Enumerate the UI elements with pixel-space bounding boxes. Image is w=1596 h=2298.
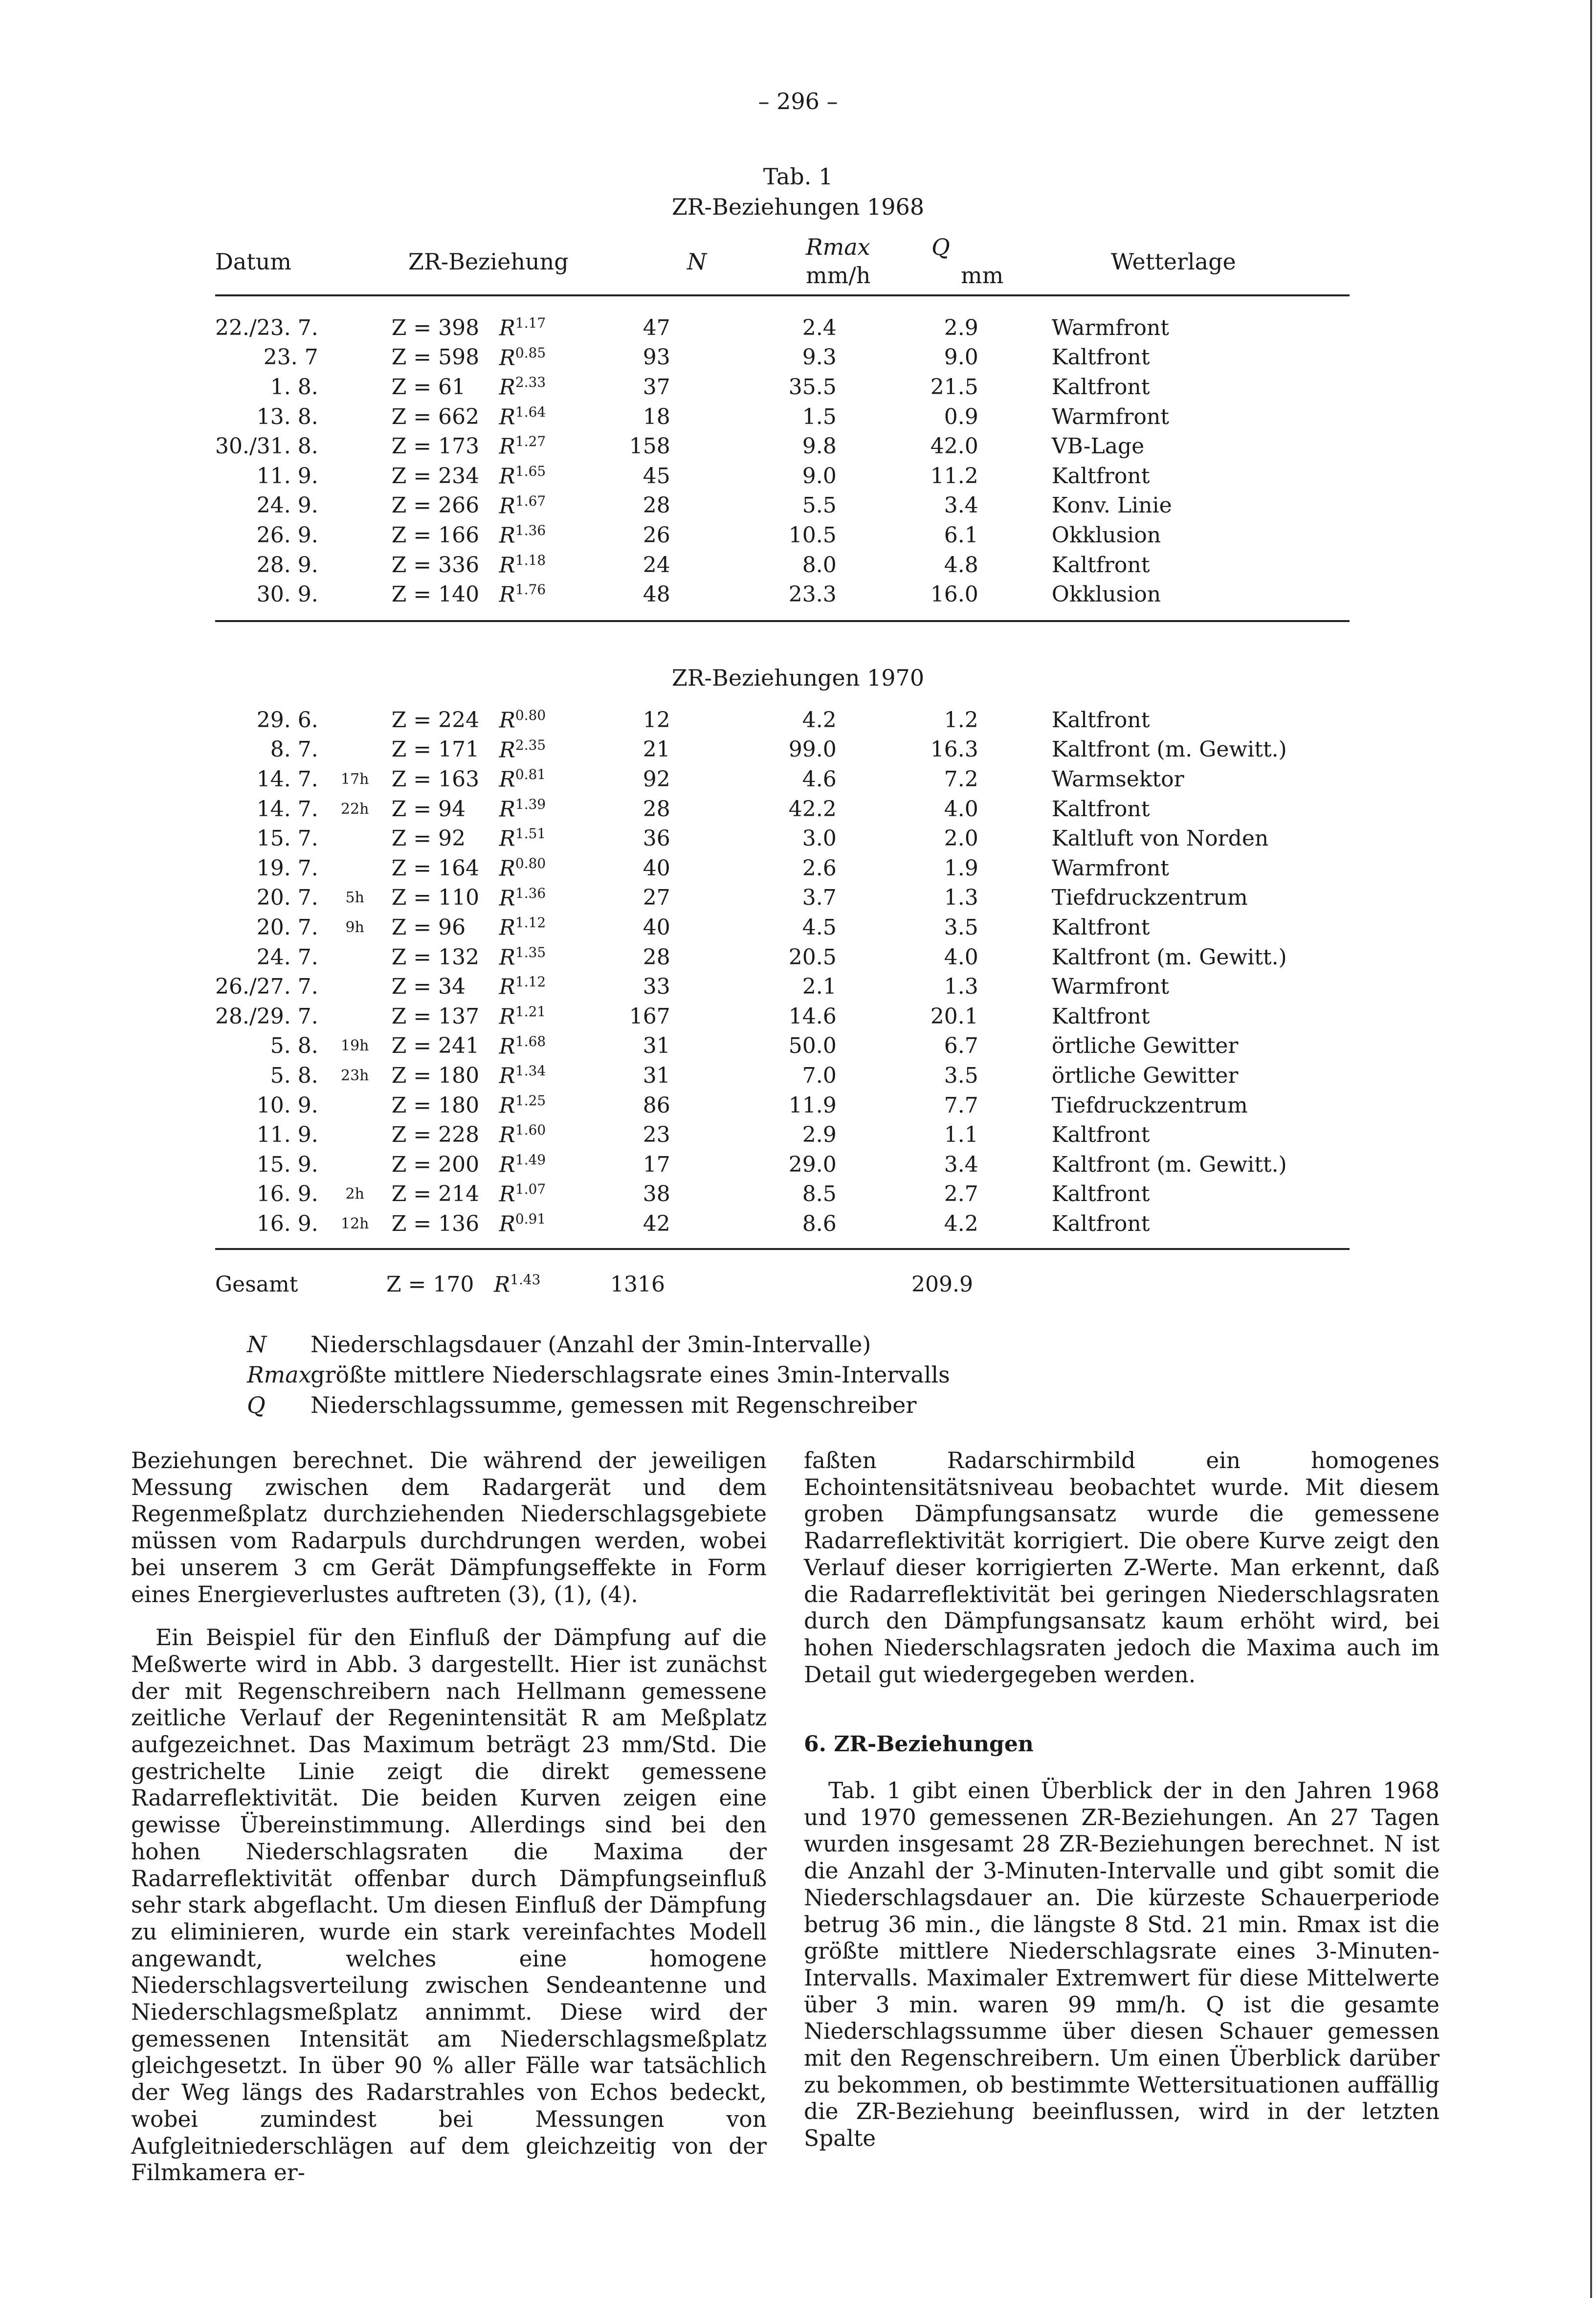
header-rmax-unit: mm/h — [806, 262, 871, 289]
cell-r: $R^{0.85}$ — [499, 344, 546, 371]
cell-date: 23. 7 — [263, 345, 318, 370]
cell-date: 26. 9. — [256, 522, 318, 548]
cell-n: 31 — [643, 1033, 670, 1059]
cell-rmax: 23.3 — [788, 582, 837, 607]
cell-r: $R^{1.39}$ — [499, 796, 546, 822]
cell-n: 86 — [643, 1093, 670, 1118]
cell-r: $R^{2.35}$ — [499, 736, 546, 763]
cell-n: 40 — [643, 855, 670, 881]
cell-n: 18 — [643, 404, 670, 429]
cell-z: Z = 224 — [391, 707, 480, 733]
cell-q: 2.9 — [944, 315, 978, 340]
cell-r: $R^{1.12}$ — [499, 915, 546, 940]
cell-rmax: 2.4 — [802, 315, 837, 340]
legend-n: N Niederschlagsdauer (Anzahl der 3min-Intervalle) — [247, 1331, 871, 1358]
cell-date: 30. 9. — [256, 582, 318, 607]
header-q-unit: mm — [961, 262, 1004, 289]
cell-z: Z = 163 — [391, 766, 480, 792]
cell-r: $R^{1.76}$ — [499, 581, 546, 607]
legend-rmax: Rmaxgrößte mittlere Niederschlagsrate eines 3min-Intervalls — [247, 1361, 950, 1388]
cell-z: Z = 228 — [391, 1122, 480, 1148]
cell-date: 28. 9. — [256, 552, 318, 578]
cell-r: $R^{1.51}$ — [499, 825, 546, 851]
cell-r: $R^{1.64}$ — [499, 403, 546, 430]
cell-date: 30./31. 8. — [215, 434, 318, 459]
cell-q: 4.0 — [944, 944, 978, 970]
cell-z: Z = 180 — [391, 1063, 480, 1088]
cell-n: 12 — [643, 707, 670, 733]
cell-time — [318, 853, 392, 883]
left-paragraph-2: Ein Beispiel für den Einfluß der Dämpfung auf die Meßwerte wird in Abb. 3 dargestellt. Hier ist zunächst der mit Regenschreibern nach Hellmann gemessene zeitliche Verlauf der Regenintensität R am Meßplatz aufgezeichnet. Das Maximum beträgt 23 mm/Std. Die gestrichelte Linie zeigt die direkt gemessene Radarreflektivität. Die beiden Kurven zeigen eine gewisse Übereinstimmung. Allerdings sind bei den hohen Niederschlagsraten die Maxima der Radarreflektivität offenbar durch Dämpfungseinfluß sehr stark abgeflacht. Um diesen Einfluß der Dämpfung zu eliminieren, wurde ein stark vereinfachtes Modell angewandt, welches eine homogene Niederschlagsverteilung zwischen Sendeantenne und Niederschlagsmeßplatz annimmt. Diese wird der gemessenen Intensität am Niederschlagsmeßplatz gleichgesetzt. In über 90 % aller Fälle war tatsächlich der Weg längs des Radarstrahles von Echos bedeckt, wobei zumindest bei Messungen von Aufgleitniederschlägen auf dem gleichzeitig von der Filmkamera er- — [131, 1625, 767, 2186]
cell-n: 158 — [629, 434, 670, 459]
cell-time: 19h — [341, 1037, 369, 1055]
cell-wetterlage: Kaltfront — [1051, 552, 1150, 578]
cell-wetterlage: Warmfront — [1051, 855, 1169, 881]
cell-time — [318, 1150, 392, 1180]
cell-wetterlage: Kaltfront (m. Gewitt.) — [1051, 737, 1287, 762]
cell-wetterlage: Warmfront — [1051, 315, 1169, 340]
cell-rmax: 42.2 — [788, 796, 837, 822]
cell-time — [318, 1091, 392, 1120]
cell-n: 28 — [643, 796, 670, 822]
cell-rmax: 4.6 — [802, 766, 837, 792]
cell-z: Z = 336 — [391, 552, 480, 578]
total-z: Z = 170 — [386, 1272, 474, 1297]
cell-z: Z = 132 — [391, 944, 480, 970]
cell-rmax: 11.9 — [788, 1093, 837, 1118]
cell-time — [318, 972, 392, 1002]
cell-n: 24 — [643, 552, 670, 578]
table-row — [215, 913, 1350, 942]
cell-date: 13. 8. — [256, 404, 318, 429]
cell-q: 6.7 — [944, 1033, 978, 1059]
cell-r: $R^{1.21}$ — [499, 1003, 546, 1029]
cell-wetterlage: Kaltfront — [1051, 345, 1150, 370]
cell-date: 16. 9. — [256, 1182, 318, 1207]
legend-q: Q Niederschlagssumme, gemessen mit Regenschreiber — [247, 1392, 917, 1418]
cell-r: $R^{1.17}$ — [499, 314, 546, 341]
cell-q: 20.1 — [930, 1004, 978, 1029]
cell-r: $R^{0.80}$ — [499, 855, 546, 881]
cell-n: 28 — [643, 944, 670, 970]
cell-date: 8. 7. — [270, 737, 318, 762]
cell-n: 28 — [643, 493, 670, 518]
cell-q: 16.3 — [930, 737, 978, 762]
cell-n: 42 — [643, 1211, 670, 1236]
cell-wetterlage: Kaltfront — [1051, 463, 1150, 489]
cell-rmax: 5.5 — [802, 493, 837, 518]
cell-n: 45 — [643, 463, 670, 489]
table-row — [215, 491, 1350, 521]
cell-n: 17 — [643, 1152, 670, 1177]
cell-r: $R^{0.80}$ — [499, 707, 546, 733]
cell-z: Z = 166 — [391, 522, 480, 548]
cell-r: $R^{1.25}$ — [499, 1092, 546, 1118]
cell-q: 1.1 — [944, 1122, 978, 1148]
table-row — [215, 1209, 1350, 1239]
cell-rmax: 1.5 — [802, 404, 837, 429]
cell-rmax: 3.0 — [802, 826, 837, 851]
cell-wetterlage: örtliche Gewitter — [1051, 1063, 1239, 1088]
cell-q: 16.0 — [930, 582, 978, 607]
cell-z: Z = 214 — [391, 1182, 480, 1207]
cell-time: 12h — [341, 1215, 369, 1232]
cell-z: Z = 200 — [391, 1152, 480, 1177]
table-row — [215, 580, 1350, 609]
table-row — [215, 705, 1350, 735]
cell-wetterlage: Kaltfront (m. Gewitt.) — [1051, 1152, 1287, 1177]
cell-q: 11.2 — [930, 463, 978, 489]
cell-wetterlage: Tiefdruckzentrum — [1051, 1093, 1248, 1118]
cell-n: 38 — [643, 1182, 670, 1207]
table-row — [215, 883, 1350, 913]
table-total — [215, 1270, 1350, 1299]
cell-wetterlage: Warmfront — [1051, 974, 1169, 1000]
cell-date: 20. 7. — [256, 885, 318, 911]
table-row — [215, 1061, 1350, 1091]
header-rule — [215, 294, 1350, 296]
cell-rmax: 8.0 — [802, 552, 837, 578]
cell-z: Z = 266 — [391, 493, 480, 518]
cell-n: 21 — [643, 737, 670, 762]
section-rule — [215, 620, 1350, 622]
header-rmax: Rmax — [806, 234, 870, 260]
cell-z: Z = 662 — [391, 404, 480, 429]
cell-rmax: 9.8 — [802, 434, 837, 459]
cell-wetterlage: Kaltfront — [1051, 1211, 1150, 1236]
cell-time — [318, 942, 392, 972]
cell-date: 26./27. 7. — [215, 974, 318, 1000]
cell-n: 48 — [643, 582, 670, 607]
cell-date: 22./23. 7. — [215, 315, 318, 340]
total-q: 209.9 — [911, 1272, 973, 1297]
cell-q: 3.4 — [944, 1152, 978, 1177]
cell-rmax: 8.6 — [802, 1211, 837, 1236]
cell-wetterlage: Konv. Linie — [1051, 493, 1172, 518]
cell-z: Z = 180 — [391, 1093, 480, 1118]
cell-time: 9h — [345, 918, 364, 936]
header-datum: Datum — [215, 248, 292, 275]
cell-time — [318, 580, 392, 609]
cell-date: 24. 7. — [256, 944, 318, 970]
cell-r: $R^{0.91}$ — [499, 1211, 546, 1237]
cell-date: 28./29. 7. — [215, 1004, 318, 1029]
cell-rmax: 99.0 — [788, 737, 837, 762]
cell-q: 9.0 — [944, 345, 978, 370]
cell-time — [318, 705, 392, 735]
cell-z: Z = 140 — [391, 582, 480, 607]
right-paragraph-2: Tab. 1 gibt einen Überblick der in den Jahren 1968 und 1970 gemessenen ZR-Beziehungen. An 27 Tagen wurden insgesamt 28 ZR-Beziehungen berechnet. N ist die Anzahl der 3-Minuten-Intervalle und gibt somit die Niederschlagsdauer an. Die kürzeste Schauerperiode betrug 36 min., die längste 8 Std. 21 min. Rmax ist die größte mittlere Niederschlagsrate eines 3-Minuten-Intervalls. Maximaler Extremwert für diese Mittelwerte über 3 min. waren 99 mm/h. Q ist die gesamte Niederschlagssumme über diesen Schauer gemessen mit den Regenschreibern. Um einen Überblick darüber zu bekommen, ob bestimmte Wettersituationen auffällig die ZR-Beziehung beeinflussen, wird in der letzten Spalte — [804, 1778, 1440, 2152]
cell-q: 3.4 — [944, 493, 978, 518]
cell-time — [318, 343, 392, 373]
cell-time: 22h — [341, 800, 369, 818]
cell-n: 33 — [643, 974, 670, 1000]
cell-n: 167 — [629, 1004, 670, 1029]
cell-time: 2h — [345, 1185, 364, 1203]
table-row — [215, 942, 1350, 972]
cell-r: $R^{0.81}$ — [499, 766, 546, 792]
cell-wetterlage: Warmfront — [1051, 404, 1169, 429]
cell-wetterlage: Kaltfront — [1051, 707, 1150, 733]
cell-time — [318, 372, 392, 402]
cell-date: 11. 9. — [256, 463, 318, 489]
cell-n: 23 — [643, 1122, 670, 1148]
cell-date: 20. 7. — [256, 915, 318, 940]
table-row — [215, 550, 1350, 580]
cell-date: 10. 9. — [256, 1093, 318, 1118]
cell-date: 15. 9. — [256, 1152, 318, 1177]
cell-time — [318, 402, 392, 432]
right-paragraph-1: faßten Radarschirmbild ein homogenes Echointensitätsniveau beobachtet wurde. Mit diesem groben Dämpfungsansatz wurde die gemessene Radarreflektivität korrigiert. Die obere Kurve zeigt den Verlauf dieser korrigierten Z-Werte. Man erkennt, daß die Radarreflektivität bei geringen Niederschlagsraten durch den Dämpfungsansatz kaum erhöht wird, bei hohen Niederschlagsraten jedoch die Maxima auch im Detail gut wiedergegeben werden. — [804, 1448, 1440, 1688]
table-title-1968: ZR-Beziehungen 1968 — [671, 194, 925, 220]
cell-wetterlage: Kaltluft von Norden — [1051, 826, 1269, 851]
table-row — [215, 1091, 1350, 1120]
cell-date: 14. 7. — [256, 796, 318, 822]
header-wetterlage: Wetterlage — [1111, 248, 1236, 275]
table-row — [215, 794, 1350, 824]
table-row — [215, 972, 1350, 1002]
cell-rmax: 2.9 — [802, 1122, 837, 1148]
cell-z: Z = 173 — [391, 434, 480, 459]
cell-r: $R^{1.68}$ — [499, 1033, 546, 1059]
cell-r: $R^{1.34}$ — [499, 1063, 546, 1089]
cell-r: $R^{1.60}$ — [499, 1122, 546, 1148]
cell-wetterlage: örtliche Gewitter — [1051, 1033, 1239, 1059]
cell-q: 3.5 — [944, 1063, 978, 1088]
cell-time — [318, 1120, 392, 1150]
cell-z: Z = 241 — [391, 1033, 480, 1059]
table-row — [215, 824, 1350, 853]
cell-time: 23h — [341, 1067, 369, 1084]
cell-n: 92 — [643, 766, 670, 792]
cell-q: 21.5 — [930, 374, 978, 400]
cell-date: 16. 9. — [256, 1211, 318, 1236]
cell-wetterlage: Warmsektor — [1051, 766, 1184, 792]
cell-z: Z = 234 — [391, 463, 480, 489]
cell-time: 5h — [345, 889, 364, 907]
page-number: – 296 – — [758, 88, 838, 114]
cell-rmax: 50.0 — [788, 1033, 837, 1059]
cell-rmax: 7.0 — [802, 1063, 837, 1088]
cell-z: Z = 34 — [391, 974, 466, 1000]
cell-rmax: 2.6 — [802, 855, 837, 881]
cell-rmax: 2.1 — [802, 974, 837, 1000]
cell-date: 14. 7. — [256, 766, 318, 792]
table-caption: Tab. 1 — [763, 163, 833, 190]
cell-n: 37 — [643, 374, 670, 400]
cell-r: $R^{1.12}$ — [499, 974, 546, 1000]
table-1970 — [215, 705, 1350, 1239]
total-label: Gesamt — [215, 1272, 298, 1297]
cell-q: 0.9 — [944, 404, 978, 429]
cell-rmax: 4.5 — [802, 915, 837, 940]
page-edge-line — [1590, 0, 1592, 2298]
cell-wetterlage: Tiefdruckzentrum — [1051, 885, 1248, 911]
cell-n: 47 — [643, 315, 670, 340]
cell-r: $R^{1.65}$ — [499, 463, 546, 489]
cell-r: $R^{1.35}$ — [499, 944, 546, 970]
cell-z: Z = 136 — [391, 1211, 480, 1236]
cell-date: 19. 7. — [256, 855, 318, 881]
cell-n: 40 — [643, 915, 670, 940]
cell-r: $R^{1.36}$ — [499, 522, 546, 548]
cell-date: 5. 8. — [270, 1063, 318, 1088]
cell-time — [318, 431, 392, 461]
cell-date: 29. 6. — [256, 707, 318, 733]
table-row — [215, 520, 1350, 550]
cell-wetterlage: VB-Lage — [1051, 434, 1145, 459]
cell-z: Z = 164 — [391, 855, 480, 881]
cell-date: 15. 7. — [256, 826, 318, 851]
cell-rmax: 9.0 — [802, 463, 837, 489]
total-row — [215, 1270, 1350, 1299]
cell-q: 4.8 — [944, 552, 978, 578]
cell-z: Z = 110 — [391, 885, 480, 911]
cell-wetterlage: Kaltfront — [1051, 915, 1150, 940]
cell-date: 11. 9. — [256, 1122, 318, 1148]
cell-wetterlage: Kaltfront — [1051, 1004, 1150, 1029]
cell-r: $R^{1.07}$ — [499, 1181, 546, 1207]
cell-wetterlage: Kaltfront — [1051, 796, 1150, 822]
cell-rmax: 14.6 — [788, 1004, 837, 1029]
cell-n: 27 — [643, 885, 670, 911]
cell-q: 1.3 — [944, 974, 978, 1000]
left-paragraph-1: Beziehungen berechnet. Die während der jeweiligen Messung zwischen dem Radargerät und dem Regenmeßplatz durchziehenden Niederschlagsgebiete müssen vom Radarpuls durchdrungen werden, wobei bei unserem 3 cm Gerät Dämpfungseffekte in Form eines Energieverlustes auftreten (3), (1), (4). — [131, 1448, 767, 1607]
cell-rmax: 3.7 — [802, 885, 837, 911]
cell-n: 31 — [643, 1063, 670, 1088]
table-row — [215, 1150, 1350, 1180]
total-r: $R^{1.43}$ — [494, 1271, 541, 1297]
cell-time — [318, 461, 392, 491]
cell-q: 7.7 — [944, 1093, 978, 1118]
cell-r: $R^{1.27}$ — [499, 433, 546, 459]
table-row — [215, 853, 1350, 883]
cell-z: Z = 61 — [391, 374, 466, 400]
header-zr: ZR-Beziehung — [408, 248, 569, 275]
cell-r: $R^{1.36}$ — [499, 885, 546, 911]
cell-r: $R^{2.33}$ — [499, 374, 546, 400]
cell-date: 5. 8. — [270, 1033, 318, 1059]
cell-time: 17h — [341, 770, 369, 788]
header-n: N — [687, 248, 707, 275]
table-1968 — [215, 313, 1350, 609]
cell-n: 26 — [643, 522, 670, 548]
cell-rmax: 20.5 — [788, 944, 837, 970]
cell-z: Z = 96 — [391, 915, 466, 940]
cell-q: 6.1 — [944, 522, 978, 548]
cell-time — [318, 491, 392, 521]
total-n: 1316 — [610, 1272, 665, 1297]
table-row — [215, 402, 1350, 432]
table-row — [215, 735, 1350, 765]
cell-date: 1. 8. — [270, 374, 318, 400]
cell-wetterlage: Okklusion — [1051, 522, 1161, 548]
cell-time — [318, 1002, 392, 1031]
right-column — [804, 1448, 1440, 2152]
table-title-1970: ZR-Beziehungen 1970 — [671, 665, 925, 691]
cell-z: Z = 398 — [391, 315, 480, 340]
cell-z: Z = 137 — [391, 1004, 480, 1029]
cell-n: 93 — [643, 345, 670, 370]
cell-rmax: 10.5 — [788, 522, 837, 548]
cell-rmax: 35.5 — [788, 374, 837, 400]
cell-z: Z = 94 — [391, 796, 466, 822]
cell-q: 1.3 — [944, 885, 978, 911]
cell-wetterlage: Okklusion — [1051, 582, 1161, 607]
cell-q: 42.0 — [930, 434, 978, 459]
table-row — [215, 1031, 1350, 1061]
cell-time — [318, 520, 392, 550]
table-row — [215, 764, 1350, 794]
cell-time — [318, 313, 392, 343]
cell-q: 7.2 — [944, 766, 978, 792]
cell-time — [318, 735, 392, 765]
total-rule — [215, 1248, 1350, 1250]
left-column — [131, 1448, 767, 2186]
cell-date: 24. 9. — [256, 493, 318, 518]
table-row — [215, 1180, 1350, 1209]
cell-time — [318, 824, 392, 853]
cell-rmax: 29.0 — [788, 1152, 837, 1177]
cell-q: 1.9 — [944, 855, 978, 881]
table-row — [215, 372, 1350, 402]
cell-time — [318, 550, 392, 580]
cell-r: $R^{1.49}$ — [499, 1151, 546, 1178]
cell-z: Z = 598 — [391, 345, 480, 370]
header-q: Q — [931, 234, 950, 260]
table-row — [215, 1002, 1350, 1031]
cell-rmax: 9.3 — [802, 345, 837, 370]
cell-wetterlage: Kaltfront — [1051, 1122, 1150, 1148]
cell-z: Z = 92 — [391, 826, 466, 851]
section-heading: 6. ZR-Beziehungen — [804, 1732, 1034, 1757]
cell-wetterlage: Kaltfront — [1051, 1182, 1150, 1207]
table-row — [215, 343, 1350, 373]
cell-wetterlage: Kaltfront — [1051, 374, 1150, 400]
cell-r: $R^{1.67}$ — [499, 492, 546, 519]
cell-rmax: 4.2 — [802, 707, 837, 733]
cell-r: $R^{1.18}$ — [499, 552, 546, 578]
table-row — [215, 1120, 1350, 1150]
cell-q: 2.7 — [944, 1182, 978, 1207]
cell-q: 4.2 — [944, 1211, 978, 1236]
cell-q: 4.0 — [944, 796, 978, 822]
cell-rmax: 8.5 — [802, 1182, 837, 1207]
cell-q: 2.0 — [944, 826, 978, 851]
cell-z: Z = 171 — [391, 737, 480, 762]
table-row — [215, 431, 1350, 461]
cell-n: 36 — [643, 826, 670, 851]
table-row — [215, 461, 1350, 491]
cell-q: 1.2 — [944, 707, 978, 733]
cell-q: 3.5 — [944, 915, 978, 940]
cell-wetterlage: Kaltfront (m. Gewitt.) — [1051, 944, 1287, 970]
table-row — [215, 313, 1350, 343]
